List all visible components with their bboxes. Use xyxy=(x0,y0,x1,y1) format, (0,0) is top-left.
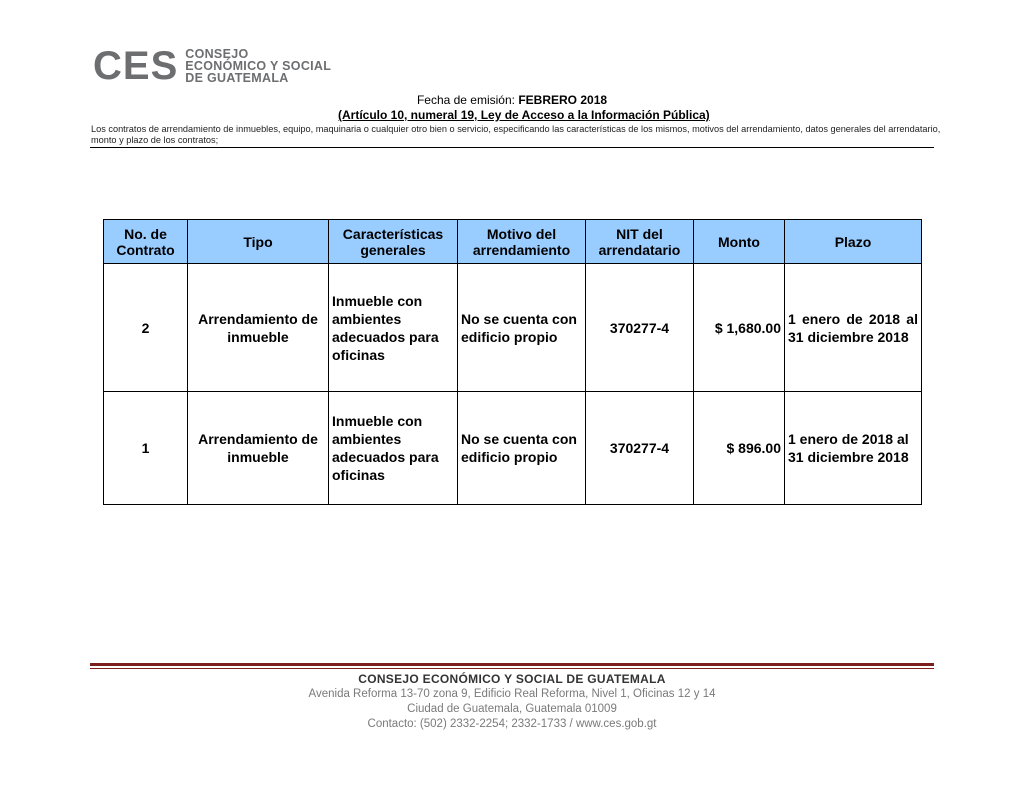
cell-nit: 370277-4 xyxy=(586,264,694,392)
document-description: Los contratos de arrendamiento de inmuebles, equipo, maquinaria o cualquier otro bien o servicio, especificando las características de los mismos, motivos del arrendamiento, datos generales del arrendatario, monto y plazo de los contratos; xyxy=(91,124,941,145)
header-nit: NIT del arrendatario xyxy=(586,220,694,264)
footer-divider-thick xyxy=(90,663,934,666)
table-header-row xyxy=(104,220,922,264)
table-row xyxy=(104,392,922,505)
logo-name-line-2: ECONÓMICO Y SOCIAL xyxy=(185,59,332,73)
cell-motivo: No se cuenta con edificio propio xyxy=(458,264,586,392)
cell-numero: 1 xyxy=(104,392,188,505)
cell-monto: $ 896.00 xyxy=(694,392,785,505)
table-row xyxy=(104,264,922,392)
cell-tipo: Arrendamiento de inmueble xyxy=(188,264,329,392)
logo-abbreviation: CES xyxy=(93,44,179,88)
cell-motivo: No se cuenta con edificio propio xyxy=(458,392,586,505)
footer-organization: CONSEJO ECONÓMICO Y SOCIAL DE GUATEMALA xyxy=(358,672,666,686)
logo-name-line-1: CONSEJO xyxy=(185,47,249,61)
header-divider xyxy=(90,147,934,148)
cell-tipo: Arrendamiento de inmueble xyxy=(188,392,329,505)
header-tipo: Tipo xyxy=(188,220,329,264)
cell-caracteristicas: Inmueble con ambientes adecuados para oficinas xyxy=(329,264,458,392)
issue-date xyxy=(0,93,1024,107)
logo-organization-name xyxy=(185,48,331,84)
cell-monto: $ 1,680.00 xyxy=(694,264,785,392)
header-caracteristicas: Características generales xyxy=(329,220,458,264)
footer-divider-thin xyxy=(90,668,934,669)
legal-reference: (Artículo 10, numeral 19, Ley de Acceso a la Información Pública) xyxy=(338,108,710,122)
cell-caracteristicas: Inmueble con ambientes adecuados para oficinas xyxy=(329,392,458,505)
logo-name-line-3: DE GUATEMALA xyxy=(185,71,289,85)
cell-plazo: 1 enero de 2018 al 31 diciembre 2018 xyxy=(785,392,922,505)
issue-date-label: Fecha de emisión: xyxy=(416,93,515,107)
ces-logo xyxy=(93,46,331,86)
header-no-contrato: No. de Contrato xyxy=(104,220,188,264)
cell-numero: 2 xyxy=(104,264,188,392)
header-monto: Monto xyxy=(694,220,785,264)
contracts-table xyxy=(103,219,922,505)
cell-nit: 370277-4 xyxy=(586,392,694,505)
cell-plazo: 1 enero de 2018 al 31 diciembre 2018 xyxy=(785,264,922,392)
header-motivo: Motivo del arrendamiento xyxy=(458,220,586,264)
footer-contact: Contacto: (502) 2332-2254; 2332-1733 / www.ces.gob.gt xyxy=(367,718,657,730)
footer-address-line-2: Ciudad de Guatemala, Guatemala 01009 xyxy=(407,703,617,715)
header-plazo: Plazo xyxy=(785,220,922,264)
footer-address-line-1: Avenida Reforma 13-70 zona 9, Edificio Real Reforma, Nivel 1, Oficinas 12 y 14 xyxy=(308,688,716,700)
page-footer xyxy=(0,672,1024,732)
issue-date-value: FEBRERO 2018 xyxy=(518,93,608,107)
